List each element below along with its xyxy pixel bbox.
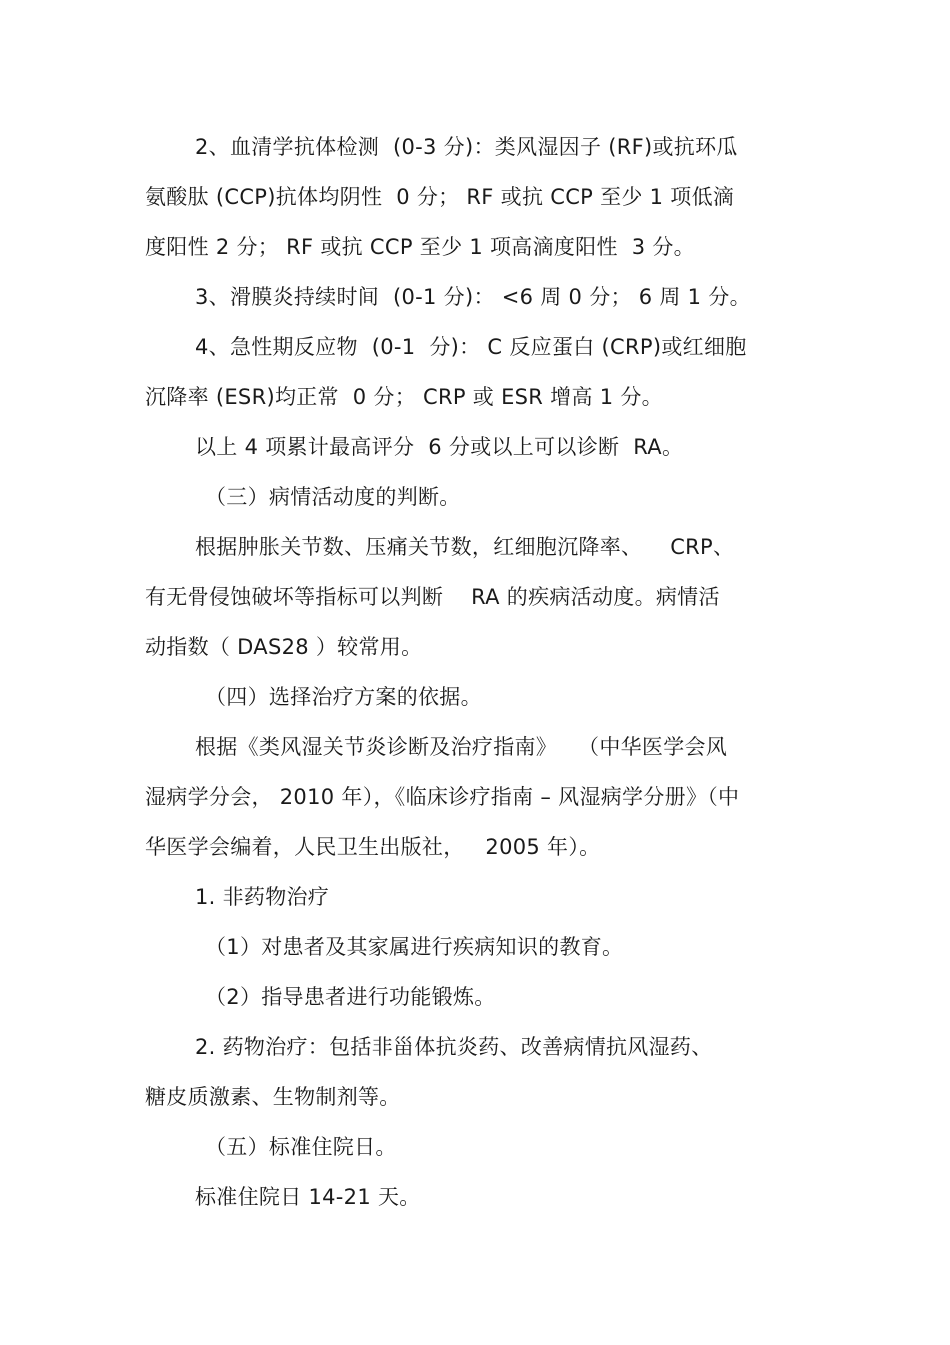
text-line: 氨酸肽 (CCP)抗体均阴性 0 分； RF 或抗 CCP 至少 1 项低滴 (145, 185, 735, 209)
text-line: 标准住院日 14-21 天。 (195, 1185, 421, 1209)
section-heading: （三）病情活动度的判断。 (205, 485, 461, 509)
text-line: 根据肿胀关节数、压痛关节数，红细胞沉降率、 CRP、 (195, 535, 735, 559)
text-line: 1. 非药物治疗 (195, 885, 330, 909)
text-line: 4、急性期反应物 (0-1 分)： C 反应蛋白 (CRP)或红细胞 (195, 335, 747, 359)
section-heading: （四）选择治疗方案的依据。 (205, 685, 482, 709)
text-line: 度阳性 2 分； RF 或抗 CCP 至少 1 项高滴度阳性 3 分。 (145, 235, 695, 259)
text-line: 2、血清学抗体检测 (0-3 分)：类风湿因子 (RF)或抗环瓜 (195, 135, 738, 159)
text-line: 糖皮质激素、生物制剂等。 (145, 1085, 401, 1109)
text-line: 3、滑膜炎持续时间 (0-1 分)： <6 周 0 分； 6 周 1 分。 (195, 285, 751, 309)
text-line: 动指数（ DAS28 ）较常用。 (145, 635, 423, 659)
text-line: （2）指导患者进行功能锻炼。 (205, 985, 496, 1009)
section-heading: （五）标准住院日。 (205, 1135, 397, 1159)
text-line: 华医学会编着，人民卫生出版社， 2005 年）。 (145, 835, 601, 859)
text-line: 以上 4 项累计最高评分 6 分或以上可以诊断 RA。 (195, 435, 684, 459)
text-line: 湿病学分会， 2010 年），《临床诊疗指南 – 风湿病学分册》（中 (145, 785, 740, 809)
text-line: （1）对患者及其家属进行疾病知识的教育。 (205, 935, 624, 959)
text-line: 根据《类风湿关节炎诊断及治疗指南》 （中华医学会风 (195, 735, 728, 759)
text-line: 沉降率 (ESR)均正常 0 分； CRP 或 ESR 增高 1 分。 (145, 385, 663, 409)
text-line: 有无骨侵蚀破坏等指标可以判断 RA 的疾病活动度。病情活 (145, 585, 720, 609)
text-line: 2. 药物治疗：包括非甾体抗炎药、改善病情抗风湿药、 (195, 1035, 713, 1059)
